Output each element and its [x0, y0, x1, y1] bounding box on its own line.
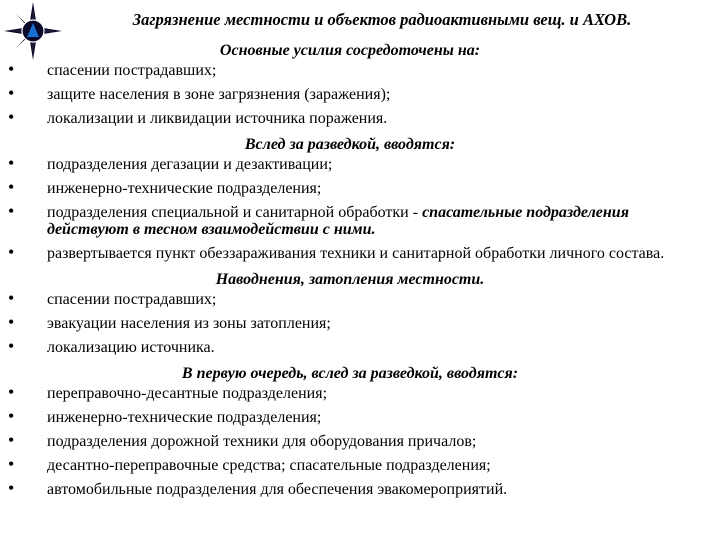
section-heading: Основные усилия сосредоточены на:: [219, 42, 481, 59]
bullet-icon: •: [8, 107, 15, 127]
bullet-icon: •: [8, 312, 15, 332]
bullet-icon: •: [8, 382, 15, 402]
list-item: • локализации и ликвидации источника поражения.: [8, 107, 388, 127]
document-body: [0, 40, 700, 505]
list-item: • эвакуации населения из зоны затопления;: [8, 312, 331, 332]
list-item: • инженерно-технические подразделения;: [8, 177, 322, 197]
bullet-icon: •: [8, 454, 15, 474]
list-item: • локализацию источника.: [8, 336, 215, 356]
bullet-icon: •: [8, 59, 15, 79]
bullet-icon: •: [8, 201, 15, 221]
list-item: • спасении пострадавших;: [8, 59, 217, 79]
section-heading: Наводнения, затопления местности.: [215, 271, 485, 288]
bullet-icon: •: [8, 83, 15, 103]
section-heading: В первую очередь, вслед за разведкой, вводятся:: [181, 365, 519, 382]
list-item: • развертывается пункт обеззараживания техники и санитарной обработки личного состава.: [8, 242, 665, 262]
list-item: • переправочно-десантные подразделения;: [8, 382, 328, 402]
bullet-icon: •: [8, 406, 15, 426]
bullet-icon: •: [8, 242, 15, 262]
list-item: • спасении пострадавших;: [8, 288, 217, 308]
bullet-icon: •: [8, 288, 15, 308]
list-item: • подразделения дегазации и дезактивации;: [8, 153, 333, 173]
list-item: • защите населения в зоне загрязнения (заражения);: [8, 83, 391, 103]
section-heading: Вслед за разведкой, вводятся:: [244, 136, 456, 153]
list-item: • инженерно-технические подразделения;: [8, 406, 322, 426]
bullet-icon: •: [8, 478, 15, 498]
list-item: • автомобильные подразделения для обеспечения эвакомероприятий.: [8, 478, 508, 498]
list-item: • подразделения специальной и санитарной обработки - спасательные подразделения действуют в тесном взаимодействии с ними.: [8, 201, 629, 238]
bullet-icon: •: [8, 430, 15, 450]
bullet-icon: •: [8, 336, 15, 356]
list-item: • десантно-переправочные средства; спасательные подразделения;: [8, 454, 491, 474]
bullet-icon: •: [8, 177, 15, 197]
list-item: • подразделения дорожной техники для оборудования причалов;: [8, 430, 477, 450]
bullet-icon: •: [8, 153, 15, 173]
emphasis-text: спасательные подразделения действуют в тесном взаимодействии с ними.: [47, 204, 629, 238]
page-title: Загрязнение местности и объектов радиоактивными вещ. и АХОВ.: [132, 10, 632, 29]
